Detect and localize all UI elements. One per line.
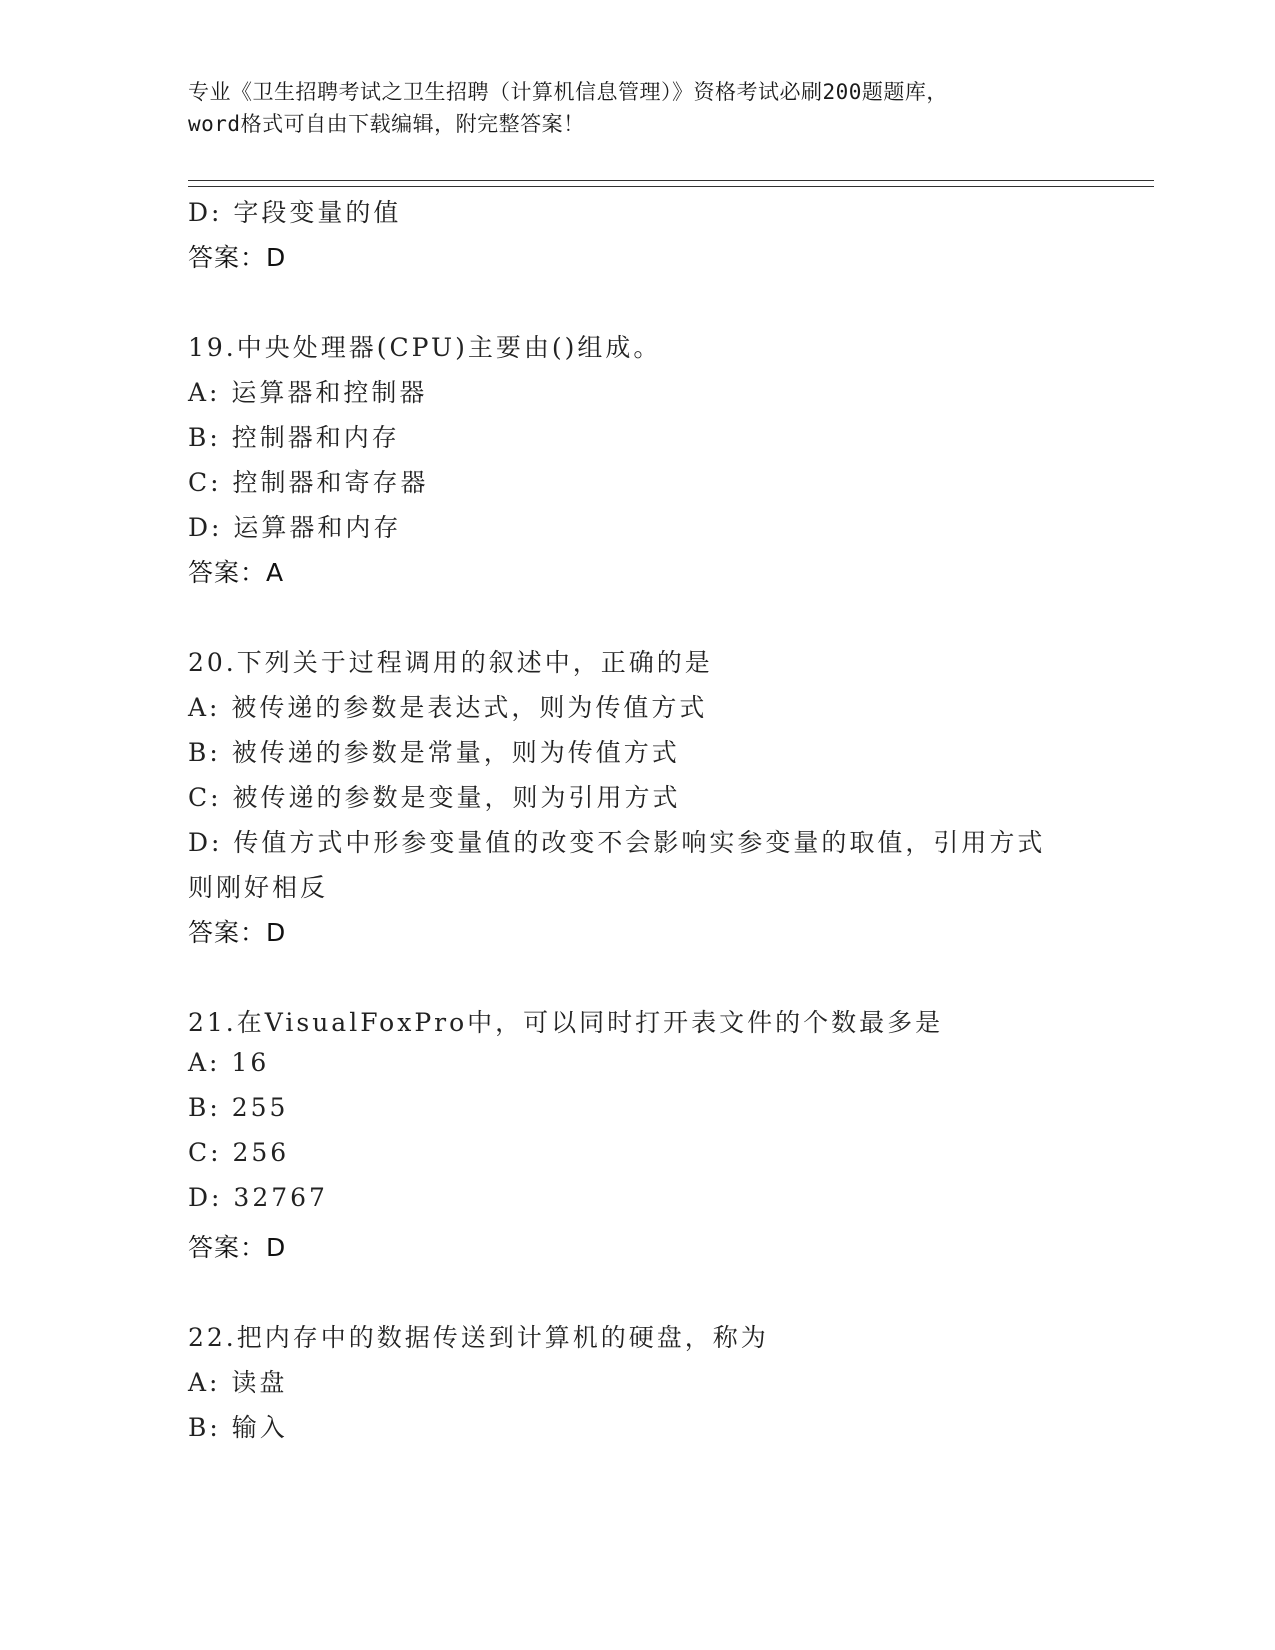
q19-answer: 答案：A: [188, 558, 285, 587]
q19-question: 19.中央处理器(CPU)主要由()组成。: [188, 333, 662, 362]
q21-question: 21.在VisualFoxPro中，可以同时打开表文件的个数最多是: [188, 1008, 944, 1037]
header-divider-top: [188, 180, 1154, 181]
q19-option-c: C: 控制器和寄存器: [188, 468, 429, 497]
q20-answer: 答案：D: [188, 918, 287, 947]
q19-option-d: D: 运算器和内存: [188, 513, 402, 542]
q20-question: 20.下列关于过程调用的叙述中，正确的是: [188, 648, 713, 677]
q22-question: 22.把内存中的数据传送到计算机的硬盘，称为: [188, 1323, 769, 1352]
q22-option-a: A: 读盘: [188, 1368, 288, 1397]
q22-option-b: B: 输入: [188, 1413, 288, 1442]
q19-option-a: A: 运算器和控制器: [188, 378, 428, 407]
q18-answer: 答案：D: [188, 243, 287, 272]
document-header: [188, 76, 1088, 140]
q21-option-c: C: 256: [188, 1138, 290, 1167]
q21-answer: 答案：D: [188, 1233, 287, 1262]
q21-option-b: B: 255: [188, 1093, 289, 1122]
q19-option-b: B: 控制器和内存: [188, 423, 400, 452]
q20-option-a: A: 被传递的参数是表达式，则为传值方式: [188, 693, 708, 722]
q18-option-d: D: 字段变量的值: [188, 198, 402, 227]
q20-option-d-continued: 则刚好相反: [188, 873, 329, 902]
q21-option-d: D: 32767: [188, 1183, 328, 1212]
q20-option-d: D: 传值方式中形参变量值的改变不会影响实参变量的取值，引用方式: [188, 828, 1046, 857]
header-title-line-1: 专业《卫生招聘考试之卫生招聘（计算机信息管理）》资格考试必刷200题题库，: [188, 80, 948, 104]
q20-option-c: C: 被传递的参数是变量，则为引用方式: [188, 783, 681, 812]
header-title-line-2: word格式可自由下载编辑，附完整答案！: [188, 112, 585, 136]
header-divider-bottom: [188, 186, 1154, 187]
q21-option-a: A: 16: [188, 1048, 270, 1077]
q20-option-b: B: 被传递的参数是常量，则为传值方式: [188, 738, 680, 767]
